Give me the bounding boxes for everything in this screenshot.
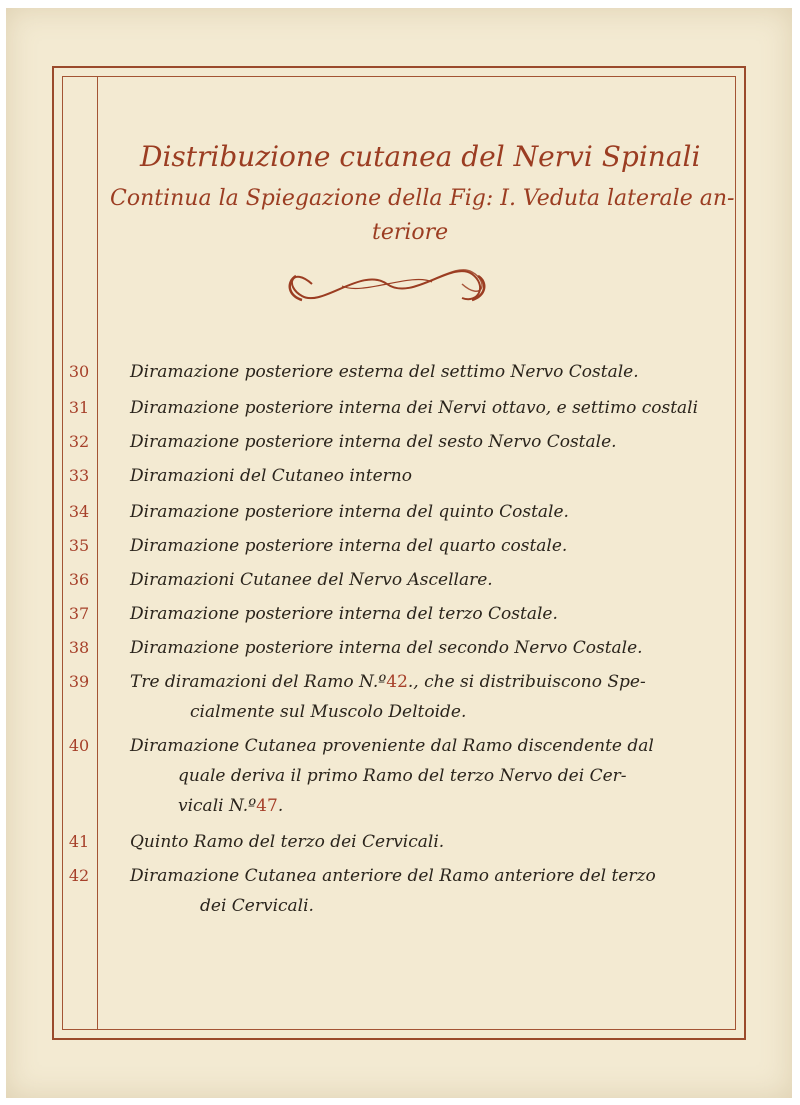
entry-text-part: . xyxy=(277,796,284,816)
entry-continuation: dei Cervicali. xyxy=(200,896,314,916)
entry-text: Diramazione posteriore interna dei Nervi ottavo, e settimo costali xyxy=(130,398,699,418)
entry-text: Diramazione Cutanea proveniente dal Ramo discendente dal xyxy=(130,736,654,756)
entry-number: 30 xyxy=(68,362,90,381)
entry-continuation: cialmente sul Muscolo Deltoide. xyxy=(190,702,467,722)
entry-number: 38 xyxy=(68,638,90,657)
title-line-1: Distribuzione cutanea del Nervi Spinali xyxy=(140,140,701,173)
entry-number: 42 xyxy=(68,866,90,885)
entry-text: Diramazione posteriore interna del quinto Costale. xyxy=(130,502,569,522)
entry-text: Diramazioni Cutanee del Nervo Ascellare. xyxy=(130,570,493,590)
entry-text: Diramazione posteriore interna del quarto costale. xyxy=(130,536,568,556)
entry-continuation: quale deriva il primo Ramo del terzo Nervo dei Cer- xyxy=(178,766,627,786)
entry-text: Diramazione posteriore esterna del settimo Nervo Costale. xyxy=(130,362,639,382)
entry-number: 37 xyxy=(68,604,90,623)
entry-text xyxy=(130,672,646,692)
entry-number: 39 xyxy=(68,672,90,691)
figure-reference: 42 xyxy=(386,672,408,692)
entry-text: Diramazione posteriore interna del sesto Nervo Costale. xyxy=(130,432,617,452)
entry-text: Diramazione posteriore interna del secondo Nervo Costale. xyxy=(130,638,643,658)
entry-text-part: ., che si distribuiscono Spe- xyxy=(407,672,646,692)
title-line-3: teriore xyxy=(372,220,449,245)
entry-text-part: vicali N.º xyxy=(178,796,257,816)
entry-number: 41 xyxy=(68,832,90,851)
title-line-2: Continua la Spiegazione della Fig: I. Veduta laterale an- xyxy=(110,186,735,211)
entry-number: 36 xyxy=(68,570,90,589)
entry-number: 35 xyxy=(68,536,90,555)
entry-text: Diramazione Cutanea anteriore del Ramo anteriore del terzo xyxy=(130,866,656,886)
entry-number: 40 xyxy=(68,736,90,755)
entry-text-part: Tre diramazioni del Ramo N.º xyxy=(130,672,387,692)
entry-number: 34 xyxy=(68,502,90,521)
entry-text: Diramazioni del Cutaneo interno xyxy=(130,466,412,486)
entry-number: 33 xyxy=(68,466,90,485)
entry-continuation xyxy=(178,796,283,816)
figure-reference: 47 xyxy=(256,796,278,816)
entry-number: 31 xyxy=(68,398,90,417)
entry-text: Diramazione posteriore interna del terzo Costale. xyxy=(130,604,558,624)
entry-text: Quinto Ramo del terzo dei Cervicali. xyxy=(130,832,445,852)
entry-number: 32 xyxy=(68,432,90,451)
